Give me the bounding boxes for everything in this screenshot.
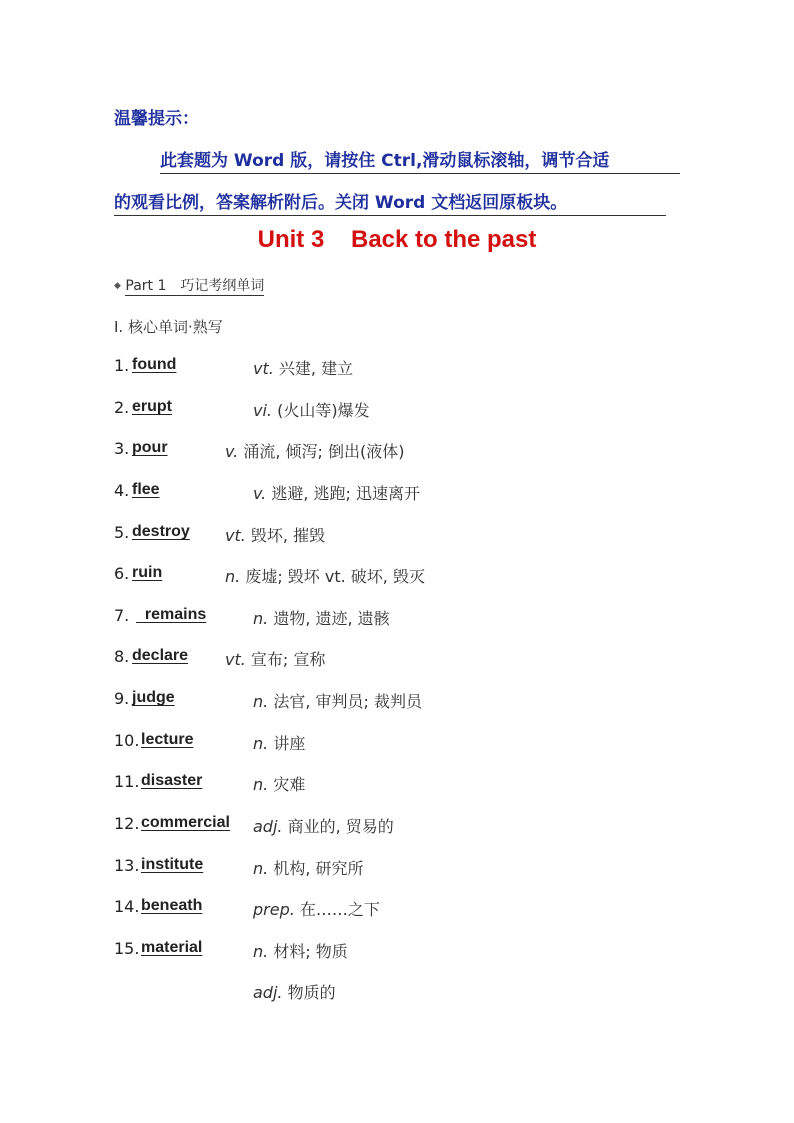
vocab-number: 11.: [114, 772, 140, 791]
vocab-number: 4.: [114, 481, 130, 500]
vocab-word: judge: [132, 689, 175, 706]
part-of-speech: n.: [253, 859, 269, 878]
part-of-speech: vt.: [225, 650, 246, 669]
vocab-definition: [225, 647, 325, 670]
definition-text: 法官, 审判员; 裁判员: [273, 692, 422, 711]
vocab-definition: [253, 772, 305, 795]
vocab-number: 9.: [114, 689, 130, 708]
vocab-item: [114, 814, 714, 836]
vocab-number: 15.: [114, 939, 140, 958]
vocab-number: 7.: [114, 606, 130, 625]
vocab-item: [114, 523, 714, 545]
definition-text: 宣布; 宣称: [250, 650, 326, 669]
vocab-definition: [253, 689, 422, 712]
vocab-item: [114, 689, 714, 711]
vocab-word: institute: [141, 856, 204, 873]
vocab-word: remains: [136, 606, 207, 623]
vocab-word: disaster: [141, 772, 203, 789]
vocab-item: [114, 647, 714, 669]
vocab-number: 5.: [114, 523, 130, 542]
vocab-definition: [253, 814, 394, 837]
part-of-speech: vi.: [253, 401, 272, 420]
part-of-speech: n.: [253, 692, 269, 711]
definition-text: 涌流, 倾泻; 倒出(液体): [243, 442, 405, 461]
definition-text: 商业的, 贸易的: [287, 817, 394, 836]
vocab-number: 13.: [114, 856, 140, 875]
part-of-speech: n.: [253, 942, 269, 961]
tip-line-2: 的观看比例，答案解析附后。关闭 Word 文档返回原板块。: [114, 188, 666, 216]
vocab-item: [114, 731, 714, 753]
part-of-speech: n.: [253, 775, 269, 794]
vocab-item: [114, 980, 714, 1002]
vocab-number: 12.: [114, 814, 140, 833]
vocab-item: [114, 356, 714, 378]
vocab-item: [114, 897, 714, 919]
vocab-definition: [225, 439, 404, 462]
vocab-word: lecture: [141, 731, 194, 748]
vocab-definition: [253, 731, 305, 754]
tip-line-1: 此套题为 Word 版，请按住 Ctrl,滑动鼠标滚轴，调节合适: [160, 146, 680, 174]
vocab-number: 3.: [114, 439, 130, 458]
definition-text: (火山等)爆发: [277, 401, 370, 420]
unit-title: Unit 3 Back to the past: [257, 226, 537, 253]
vocab-item: [114, 856, 714, 878]
vocab-item: [114, 398, 714, 420]
definition-text: 材料; 物质: [273, 942, 348, 961]
part-of-speech: adj.: [253, 817, 283, 836]
vocab-definition: [253, 897, 380, 920]
vocab-word: flee: [132, 481, 160, 498]
part-of-speech: vt.: [253, 359, 274, 378]
vocab-word: erupt: [132, 398, 172, 415]
vocab-item: [114, 439, 714, 461]
vocab-definition: [253, 939, 348, 962]
vocab-number: 8.: [114, 647, 130, 666]
part-of-speech: vt.: [225, 526, 246, 545]
vocab-definition: [253, 356, 353, 379]
vocab-word: found: [132, 356, 177, 373]
part-of-speech: n.: [253, 734, 269, 753]
diamond-bullet-icon: ◆: [114, 281, 121, 291]
part-of-speech: n.: [225, 567, 241, 586]
part-label: Part 1 巧记考纲单词: [125, 278, 265, 294]
vocab-number: 14.: [114, 897, 140, 916]
vocab-definition: [253, 398, 370, 421]
vocab-number: 1.: [114, 356, 130, 375]
vocab-item: [114, 772, 714, 794]
vocab-item: [114, 606, 714, 628]
vocab-word: ruin: [132, 564, 163, 581]
vocab-word: declare: [132, 647, 189, 664]
vocab-word: pour: [132, 439, 168, 456]
part-of-speech: prep.: [253, 900, 295, 919]
part-of-speech: adj.: [253, 983, 283, 1002]
vocab-definition: [225, 523, 325, 546]
vocab-definition: [253, 481, 420, 504]
definition-text: 废墟; 毁坏 vt. 破坏, 毁灭: [245, 567, 425, 586]
vocab-word: beneath: [141, 897, 203, 914]
vocab-word: material: [141, 939, 203, 956]
vocab-word: commercial: [141, 814, 230, 831]
vocab-definition: [253, 606, 390, 629]
vocab-number: 6.: [114, 564, 130, 583]
part-of-speech: v.: [225, 442, 239, 461]
part-of-speech: v.: [253, 484, 267, 503]
vocab-definition: [253, 980, 336, 1003]
vocab-item: [114, 564, 714, 586]
vocab-item: [114, 481, 714, 503]
definition-text: 机构, 研究所: [273, 859, 364, 878]
definition-text: 逃避, 逃跑; 迅速离开: [271, 484, 420, 503]
vocab-definition: [253, 856, 364, 879]
vocab-number: 10.: [114, 731, 140, 750]
definition-text: 在……之下: [299, 900, 380, 919]
part-of-speech: n.: [253, 609, 269, 628]
definition-text: 灾难: [273, 775, 306, 794]
part-heading: [114, 275, 264, 295]
vocab-item: [114, 939, 714, 961]
definition-text: 讲座: [273, 734, 306, 753]
vocab-definition: [225, 564, 425, 587]
definition-text: 毁坏, 摧毁: [250, 526, 326, 545]
definition-text: 遗物, 遗迹, 遗骸: [273, 609, 390, 628]
section-heading: Ⅰ. 核心单词·熟写: [114, 318, 223, 336]
definition-text: 兴建, 建立: [278, 359, 354, 378]
definition-text: 物质的: [287, 983, 336, 1002]
vocab-number: 2.: [114, 398, 130, 417]
vocab-word: destroy: [132, 523, 190, 540]
tip-title: 温馨提示：: [114, 109, 199, 129]
